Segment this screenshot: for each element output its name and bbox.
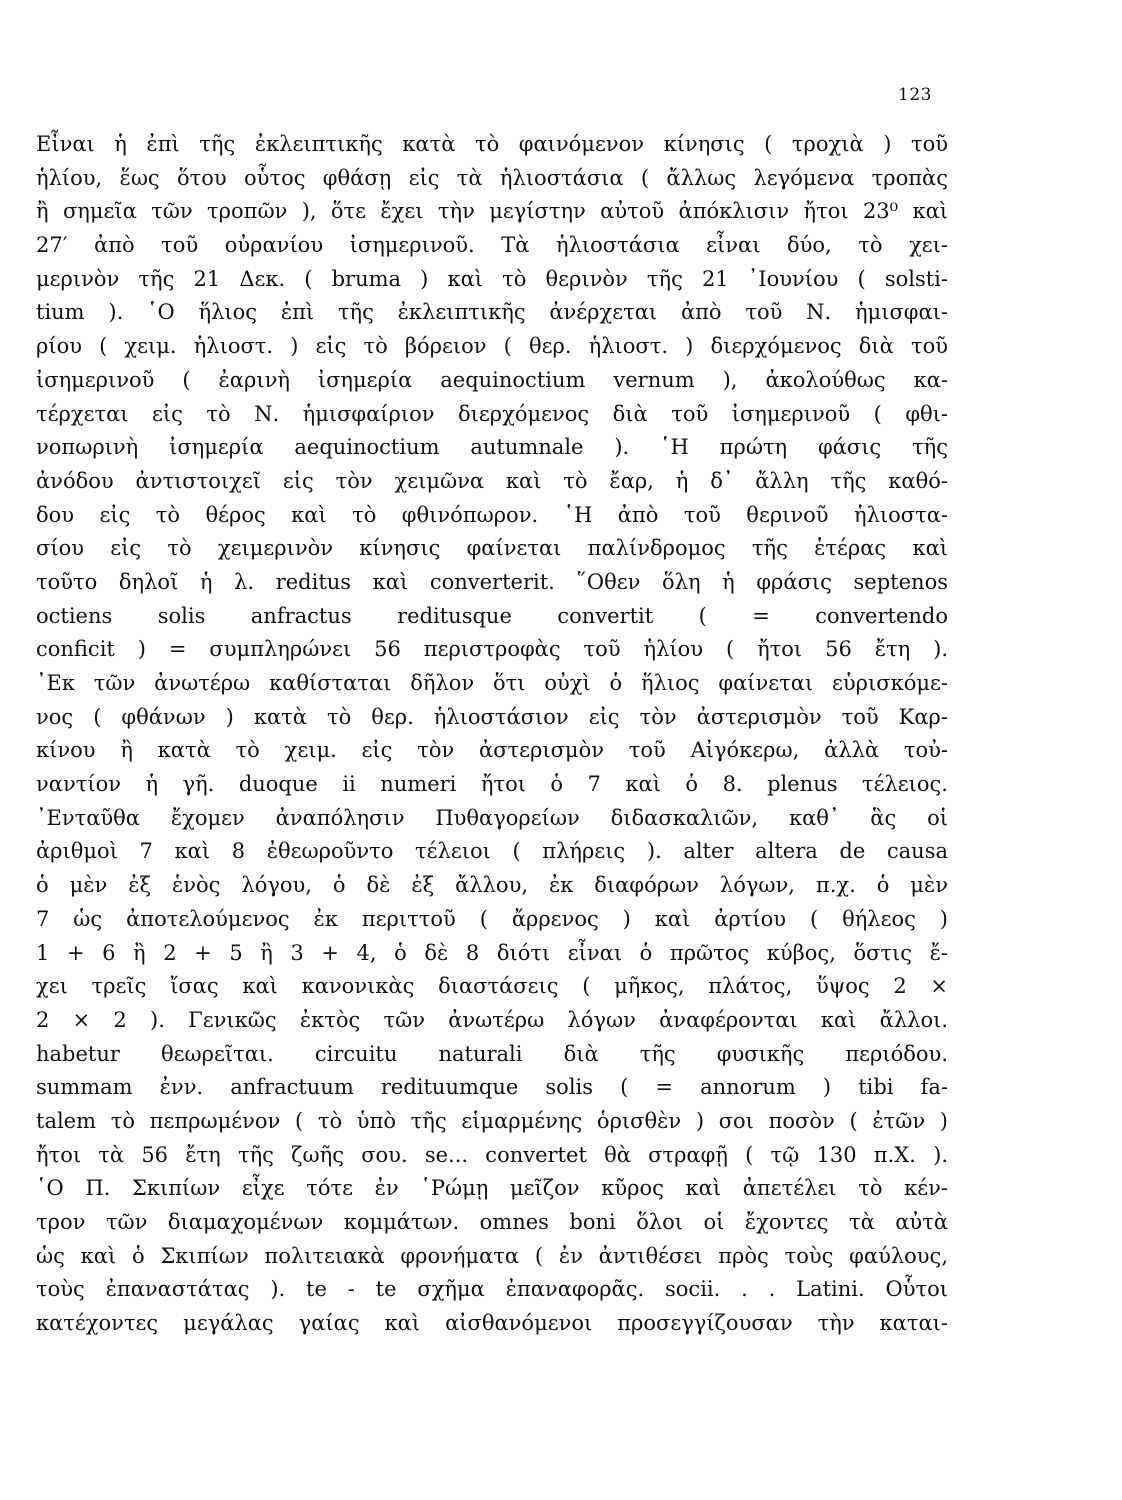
text-line: ἀνόδου ἀντιστοιχεῖ εἰς τὸν χειμῶνα καὶ τὸ ἔαρ, ἡ δ᾿ ἄλλη τῆς καθό- bbox=[36, 468, 948, 493]
text-line: τοὺς ἐπαναστάτας ). te - te σχῆμα ἐπαναφορᾶς. socii. . . Latini. Οὗτοι bbox=[36, 1277, 948, 1302]
text-line: ρίου ( χειμ. ἡλιοστ. ) εἰς τὸ βόρειον ( θερ. ἡλιοστ. ) διερχόμενος διὰ τοῦ bbox=[36, 334, 948, 359]
text-line: ᾿Ενταῦθα ἔχομεν ἀναπόλησιν Πυθαγορείων διδασκαλιῶν, καθ᾿ ἃς οἱ bbox=[36, 805, 948, 830]
text-line: ἀριθμοὶ 7 καὶ 8 ἐθεωροῦντο τέλειοι ( πλήρεις ). alter altera de causa bbox=[36, 839, 948, 864]
text-line: conficit ) = συμπληρώνει 56 περιστροφὰς τοῦ ἡλίου ( ἤτοι 56 ἔτη ). bbox=[36, 637, 948, 662]
text-line: ἡλίου, ἕως ὅτου οὗτος φθάσῃ εἰς τὰ ἡλιοστάσια ( ἄλλως λεγόμενα τροπὰς bbox=[36, 165, 948, 190]
text-line: ὁ μὲν ἐξ ἑνὸς λόγου, ὁ δὲ ἐξ ἄλλου, ἐκ διαφόρων λόγων, π.χ. ὁ μὲν bbox=[36, 873, 948, 898]
text-line: κατέχοντες μεγάλας γαίας καὶ αἰσθανόμενοι προσεγγίζουσαν τὴν καται- bbox=[36, 1311, 948, 1336]
text-line: talem τὸ πεπρωμένον ( τὸ ὑπὸ τῆς εἱμαρμένης ὁρισθὲν ) σοι ποσὸν ( ἐτῶν ) bbox=[36, 1108, 948, 1133]
text-line: 27′ ἀπὸ τοῦ οὐρανίου ἰσημερινοῦ. Τὰ ἡλιοστάσια εἶναι δύο, τὸ χει- bbox=[36, 233, 948, 258]
text-line: ἤτοι τὰ 56 ἔτη τῆς ζωῆς σου. se... convertet θὰ στραφῇ ( τῷ 130 π.Χ. ). bbox=[36, 1142, 948, 1167]
text-line: χει τρεῖς ἴσας καὶ κανονικὰς διαστάσεις ( μῆκος, πλάτος, ὕψος 2 × bbox=[36, 974, 948, 999]
text-line: τοῦτο δηλοῖ ἡ λ. reditus καὶ converterit. ῞Οθεν ὅλη ἡ φράσις septenos bbox=[36, 569, 948, 594]
page-number: 123 bbox=[898, 85, 932, 105]
text-line: 7 ὡς ἀποτελούμενος ἐκ περιττοῦ ( ἄρρενος ) καὶ ἀρτίου ( θήλεος ) bbox=[36, 906, 948, 931]
text-line: νος ( φθάνων ) κατὰ τὸ θερ. ἡλιοστάσιον εἰς τὸν ἀστερισμὸν τοῦ Καρ- bbox=[36, 704, 948, 729]
text-line: σίου εἰς τὸ χειμερινὸν κίνησις φαίνεται παλίνδρομος τῆς ἑτέρας καὶ bbox=[36, 536, 948, 561]
text-line: τέρχεται εἰς τὸ Ν. ἡμισφαίριον διερχόμενος διὰ τοῦ ἰσημερινοῦ ( φθι- bbox=[36, 401, 948, 426]
text-line: habetur θεωρεῖται. circuitu naturali διὰ τῆς φυσικῆς περιόδου. bbox=[36, 1041, 948, 1066]
text-line: κίνου ἢ κατὰ τὸ χειμ. εἰς τὸν ἀστερισμὸν τοῦ Αἰγόκερω, ἀλλὰ τοὐ- bbox=[36, 738, 948, 763]
text-line: τρον τῶν διαμαχομένων κομμάτων. omnes boni ὅλοι οἱ ἔχοντες τὰ αὐτὰ bbox=[36, 1210, 948, 1234]
text-line: ναντίον ἡ γῆ. duoque ii numeri ἤτοι ὁ 7 καὶ ὁ 8. plenus τέλειος. bbox=[36, 772, 948, 797]
body-text bbox=[36, 128, 948, 1341]
text-line: νοπωρινὴ ἰσημερία aequinoctium autumnale ). ῾Η πρώτη φάσις τῆς bbox=[36, 435, 948, 460]
text-line: tium ). ῾Ο ἥλιος ἐπὶ τῆς ἐκλειπτικῆς ἀνέρχεται ἀπὸ τοῦ Ν. ἡμισφαι- bbox=[36, 300, 948, 325]
text-line: ἰσημερινοῦ ( ἐαρινὴ ἰσημερία aequinoctium vernum ), ἀκολούθως κα- bbox=[36, 367, 948, 392]
text-line: octiens solis anfractus reditusque convertit ( = convertendo bbox=[36, 603, 948, 628]
text-line: summam ἐνν. anfractuum redituumque solis ( = annorum ) tibi fa- bbox=[36, 1075, 948, 1100]
text-line: 2 × 2 ). Γενικῶς ἐκτὸς τῶν ἀνωτέρω λόγων ἀναφέρονται καὶ ἄλλοι. bbox=[36, 1007, 948, 1032]
text-line: μερινὸν τῆς 21 Δεκ. ( bruma ) καὶ τὸ θερινὸν τῆς 21 ᾿Ιουνίου ( solsti- bbox=[36, 266, 948, 291]
text-line: ᾿Εκ τῶν ἀνωτέρω καθίσταται δῆλον ὅτι οὐχὶ ὁ ἥλιος φαίνεται εὑρισκόμε- bbox=[36, 671, 948, 695]
text-line: ἢ σημεῖα τῶν τροπῶν ), ὅτε ἔχει τὴν μεγίστην αὐτοῦ ἀπόκλισιν ἤτοι 23⁰ καὶ bbox=[36, 199, 948, 224]
text-line: ὡς καὶ ὁ Σκιπίων πολιτειακὰ φρονήματα ( ἐν ἀντιθέσει πρὸς τοὺς φαύλους, bbox=[36, 1243, 948, 1268]
text-line: ῾Ο Π. Σκιπίων εἶχε τότε ἐν ῾Ρώμῃ μεῖζον κῦρος καὶ ἀπετέλει τὸ κέν- bbox=[36, 1176, 948, 1201]
text-line: Εἶναι ἡ ἐπὶ τῆς ἐκλειπτικῆς κατὰ τὸ φαινόμενον κίνησις ( τροχιὰ ) τοῦ bbox=[36, 132, 948, 156]
text-line: δου εἰς τὸ θέρος καὶ τὸ φθινόπωρον. ῾Η ἀπὸ τοῦ θερινοῦ ἡλιοστα- bbox=[36, 502, 948, 527]
text-line: 1 + 6 ἢ 2 + 5 ἢ 3 + 4, ὁ δὲ 8 διότι εἶναι ὁ πρῶτος κύβος, ὅστις ἔ- bbox=[36, 940, 948, 965]
